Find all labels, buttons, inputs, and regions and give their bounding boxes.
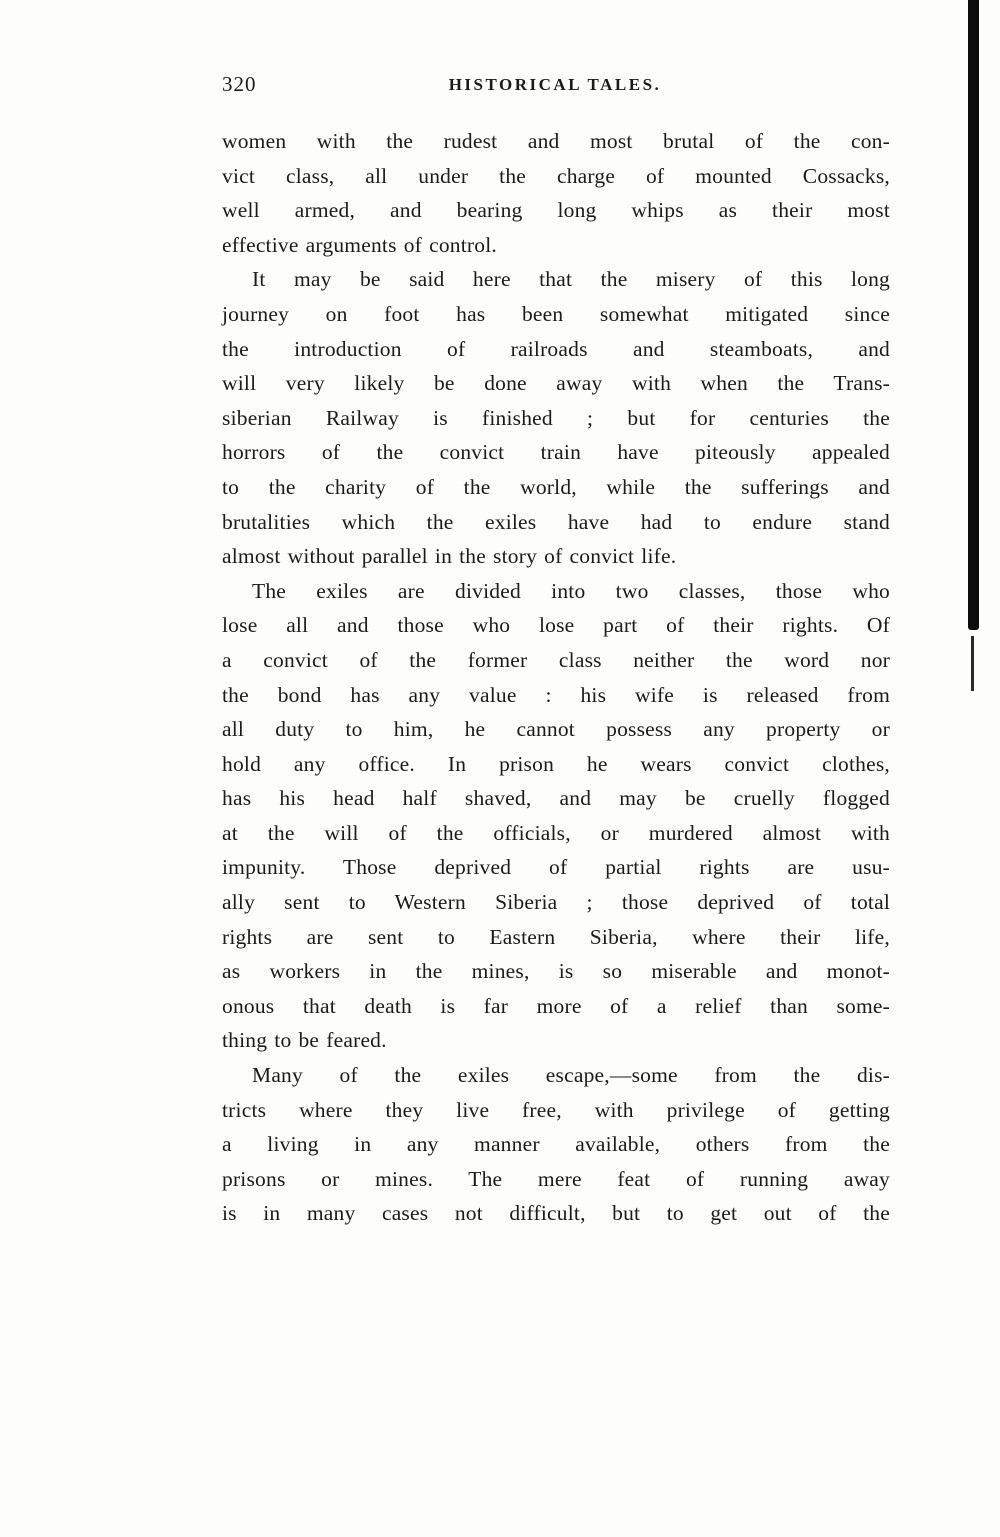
text-line: is in many cases not difficult, but to get out of the (222, 1201, 890, 1226)
page-number: 320 (222, 72, 257, 96)
text-line: tricts where they live free, with privilege of getting (222, 1097, 890, 1122)
text-line: women with the rudest and most brutal of the con- (222, 129, 890, 153)
text-line: Many of the exiles escape,—some from the dis- (252, 1063, 890, 1088)
book-binding-edge (968, 0, 979, 630)
text-line: well armed, and bearing long whips as their most (222, 198, 890, 223)
text-line: brutalities which the exiles have had to endure stand (222, 509, 890, 534)
text-line: The exiles are divided into two classes, those who (252, 578, 890, 603)
text-line: It may be said here that the misery of this long (252, 267, 890, 292)
text-line: has his head half shaved, and may be cruelly flogged (222, 786, 890, 811)
text-line: onous that death is far more of a relief than some- (222, 993, 890, 1018)
text-line: impunity. Those deprived of partial rights are usu- (222, 855, 890, 880)
text-line: to the charity of the world, while the sufferings and (222, 474, 890, 499)
text-line: almost without parallel in the story of convict life. (222, 544, 677, 569)
text-line: effective arguments of control. (222, 232, 497, 257)
book-binding-line (971, 636, 974, 691)
text-line: at the will of the officials, or murdered almost with (222, 820, 890, 845)
text-block (222, 124, 890, 1231)
text-line: ally sent to Western Siberia ; those deprived of total (222, 890, 890, 915)
text-line: prisons or mines. The mere feat of running away (222, 1166, 890, 1191)
text-line: a convict of the former class neither the word nor (222, 647, 890, 672)
text-line: siberian Railway is finished ; but for centuries the (222, 405, 890, 430)
text-line: vict class, all under the charge of mounted Cossacks, (222, 163, 890, 188)
text-line: as workers in the mines, is so miserable and monot- (222, 959, 890, 984)
text-line: hold any office. In prison he wears convict clothes, (222, 751, 890, 776)
text-line: horrors of the convict train have piteously appealed (222, 440, 890, 465)
text-line: the bond has any value : his wife is released from (222, 682, 890, 707)
page-header (222, 70, 888, 100)
text-line: lose all and those who lose part of their rights. Of (222, 613, 890, 638)
text-line: thing to be feared. (222, 1028, 387, 1053)
text-line: the introduction of railroads and steamboats, and (222, 336, 890, 361)
text-line: rights are sent to Eastern Siberia, where their life, (222, 924, 890, 949)
text-line: all duty to him, he cannot possess any property or (222, 717, 890, 742)
text-line: journey on foot has been somewhat mitigated since (222, 301, 890, 326)
running-title: HISTORICAL TALES. (448, 75, 662, 94)
text-line: a living in any manner available, others from the (222, 1132, 890, 1157)
text-line: will very likely be done away with when the Trans- (222, 371, 890, 396)
